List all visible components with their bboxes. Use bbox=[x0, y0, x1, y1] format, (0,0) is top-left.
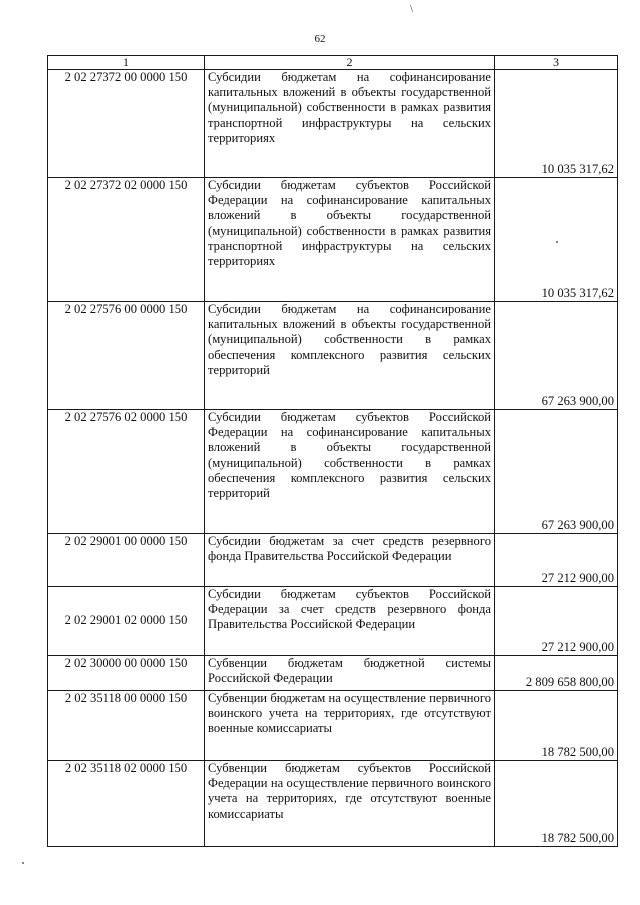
row-code: 2 02 35118 02 0000 150 bbox=[48, 761, 205, 847]
row-description: Субсидии бюджетам субъектов Российской Федерации за счет средств резервного фонда Правительства Российской Федерации bbox=[205, 587, 495, 656]
row-code: 2 02 27576 00 0000 150 bbox=[48, 302, 205, 410]
table-row bbox=[48, 691, 618, 761]
table-row bbox=[48, 410, 618, 534]
row-description: Субвенции бюджетам на осуществление первичного воинского учета на территориях, где отсутствуют военные комиссариаты bbox=[205, 691, 495, 761]
row-amount: 10 035 317,62 bbox=[495, 70, 618, 178]
row-description: Субсидии бюджетам субъектов Российской Федерации на софинансирование капитальных вложений в объекты государственной (муниципальной) собственности в рамках обеспечения комплексного развития сельских территорий bbox=[205, 410, 495, 534]
row-code: 2 02 29001 02 0000 150 bbox=[48, 587, 205, 656]
row-description: Субсидии бюджетам на софинансирование капитальных вложений в объекты государственной (муниципальной) собственности в рамках обеспечения комплексного развития сельских территорий bbox=[205, 302, 495, 410]
column-header-amount: 3 bbox=[495, 56, 618, 70]
row-amount: 27 212 900,00 bbox=[495, 587, 618, 656]
row-amount: 67 263 900,00 bbox=[495, 410, 618, 534]
row-amount: 27 212 900,00 bbox=[495, 534, 618, 587]
table-row bbox=[48, 656, 618, 691]
table-row bbox=[48, 70, 618, 178]
row-code: 2 02 27372 02 0000 150 bbox=[48, 178, 205, 302]
scan-speck bbox=[556, 241, 558, 243]
table-row bbox=[48, 302, 618, 410]
table-row bbox=[48, 587, 618, 656]
row-code: 2 02 27576 02 0000 150 bbox=[48, 410, 205, 534]
row-code: 2 02 27372 00 0000 150 bbox=[48, 70, 205, 178]
row-code: 2 02 35118 00 0000 150 bbox=[48, 691, 205, 761]
table-header-row bbox=[48, 56, 618, 70]
row-description: Субсидии бюджетам на софинансирование капитальных вложений в объекты государственной (муниципальной) собственности в рамках развития транспортной инфраструктуры на сельских территориях bbox=[205, 70, 495, 178]
column-header-description: 2 bbox=[205, 56, 495, 70]
page-number: 62 bbox=[314, 33, 326, 45]
budget-revenue-table bbox=[47, 55, 618, 847]
row-description: Субвенции бюджетам субъектов Российской Федерации на осуществление первичного воинского учета на территориях, где отсутствуют военные комиссариаты bbox=[205, 761, 495, 847]
row-amount: 10 035 317,62 bbox=[495, 178, 618, 302]
row-amount: 18 782 500,00 bbox=[495, 691, 618, 761]
row-description: Субсидии бюджетам субъектов Российской Федерации на софинансирование капитальных вложений в объекты государственной (муниципальной) собственности в рамках развития транспортной инфраструктуры на сельских территориях bbox=[205, 178, 495, 302]
column-header-code: 1 bbox=[48, 56, 205, 70]
table-row bbox=[48, 178, 618, 302]
scan-artifact-mark: \ bbox=[410, 3, 414, 15]
table-row bbox=[48, 761, 618, 847]
row-description: Субвенции бюджетам бюджетной системы Российской Федерации bbox=[205, 656, 495, 691]
row-code: 2 02 30000 00 0000 150 bbox=[48, 656, 205, 691]
row-amount: 18 782 500,00 bbox=[495, 761, 618, 847]
row-amount: 67 263 900,00 bbox=[495, 302, 618, 410]
row-description: Субсидии бюджетам за счет средств резервного фонда Правительства Российской Федерации bbox=[205, 534, 495, 587]
scan-speck bbox=[22, 862, 24, 864]
row-code: 2 02 29001 00 0000 150 bbox=[48, 534, 205, 587]
row-amount: 2 809 658 800,00 bbox=[495, 656, 618, 691]
table-row bbox=[48, 534, 618, 587]
